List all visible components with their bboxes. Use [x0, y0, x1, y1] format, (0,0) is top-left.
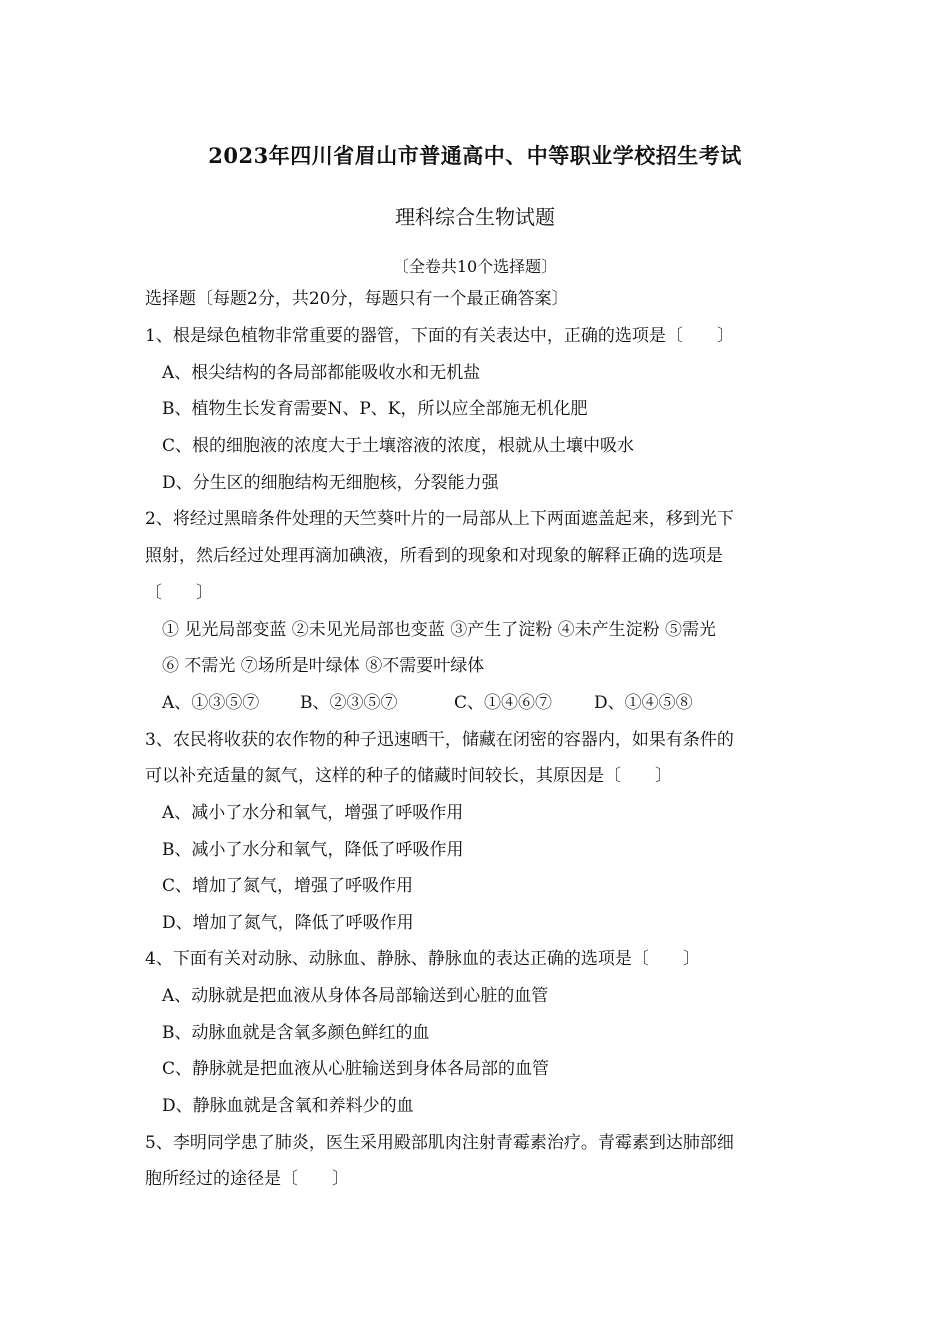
- q2-option-d: D、①④⑤⑧: [594, 693, 693, 713]
- q2-option-b: B、②③⑤⑦: [300, 693, 398, 713]
- q2-option-a: A、①③⑤⑦: [162, 693, 260, 713]
- q1-option-d: D、分生区的细胞结构无细胞核，分裂能力强: [162, 473, 499, 493]
- q4-option-a: A、动脉就是把血液从身体各局部输送到心脏的血管: [162, 986, 549, 1006]
- section-heading: 选择题〔每题2分，共20分，每题只有一个最正确答案〕: [145, 289, 569, 309]
- q4-option-c: C、静脉就是把血液从心脏输送到身体各局部的血管: [162, 1059, 550, 1079]
- q3-option-b: B、减小了水分和氧气，降低了呼吸作用: [162, 840, 464, 860]
- exam-title: 2023年四川省眉山市普通高中、中等职业学校招生考试: [208, 143, 742, 168]
- q2-stem-line3: 〔 〕: [145, 583, 213, 603]
- q2-items-line2: ⑥ 不需光 ⑦场所是叶绿体 ⑧不需要叶绿体: [162, 656, 485, 676]
- q3-option-a: A、减小了水分和氧气，增强了呼吸作用: [162, 803, 464, 823]
- q3-stem-line1: 3、农民将收获的农作物的种子迅速晒干，储藏在闭密的容器内，如果有条件的: [145, 730, 734, 750]
- q4-option-b: B、动脉血就是含氧多颜色鲜红的血: [162, 1023, 430, 1043]
- q4-option-d: D、静脉血就是含氧和养料少的血: [162, 1096, 414, 1116]
- q2-stem-line1: 2、将经过黑暗条件处理的天竺葵叶片的一局部从上下两面遮盖起来，移到光下: [145, 509, 734, 529]
- q5-stem-line1: 5、李明同学患了肺炎，医生采用殿部肌肉注射青霉素治疗。青霉素到达肺部细: [145, 1133, 734, 1153]
- q1-option-b: B、植物生长发育需要N、P、K，所以应全部施无机化肥: [162, 399, 588, 419]
- q2-option-c: C、①④⑥⑦: [454, 693, 553, 713]
- q1-option-c: C、根的细胞液的浓度大于土壤溶液的浓度，根就从土壤中吸水: [162, 436, 635, 456]
- exam-note: 〔全卷共10个选择题〕: [392, 257, 558, 276]
- q5-stem-line2: 胞所经过的途径是〔 〕: [145, 1169, 349, 1189]
- q2-items-line1: ① 见光局部变蓝 ②未见光局部也变蓝 ③产生了淀粉 ④未产生淀粉 ⑤需光: [162, 620, 717, 640]
- q3-option-d: D、增加了氮气，降低了呼吸作用: [162, 913, 414, 933]
- exam-subtitle: 理科综合生物试题: [395, 205, 555, 229]
- q3-stem-line2: 可以补充适量的氮气，这样的种子的储藏时间较长，其原因是〔 〕: [145, 766, 672, 786]
- q4-stem: 4、下面有关对动脉、动脉血、静脉、静脉血的表达正确的选项是〔 〕: [145, 949, 700, 969]
- q2-stem-line2: 照射，然后经过处理再滴加碘液，所看到的现象和对现象的解释正确的选项是: [145, 546, 723, 566]
- q1-option-a: A、根尖结构的各局部都能吸收水和无机盐: [162, 363, 481, 383]
- q1-stem: 1、根是绿色植物非常重要的器管，下面的有关表达中，正确的选项是〔 〕: [145, 326, 734, 346]
- q3-option-c: C、增加了氮气，增强了呼吸作用: [162, 876, 414, 896]
